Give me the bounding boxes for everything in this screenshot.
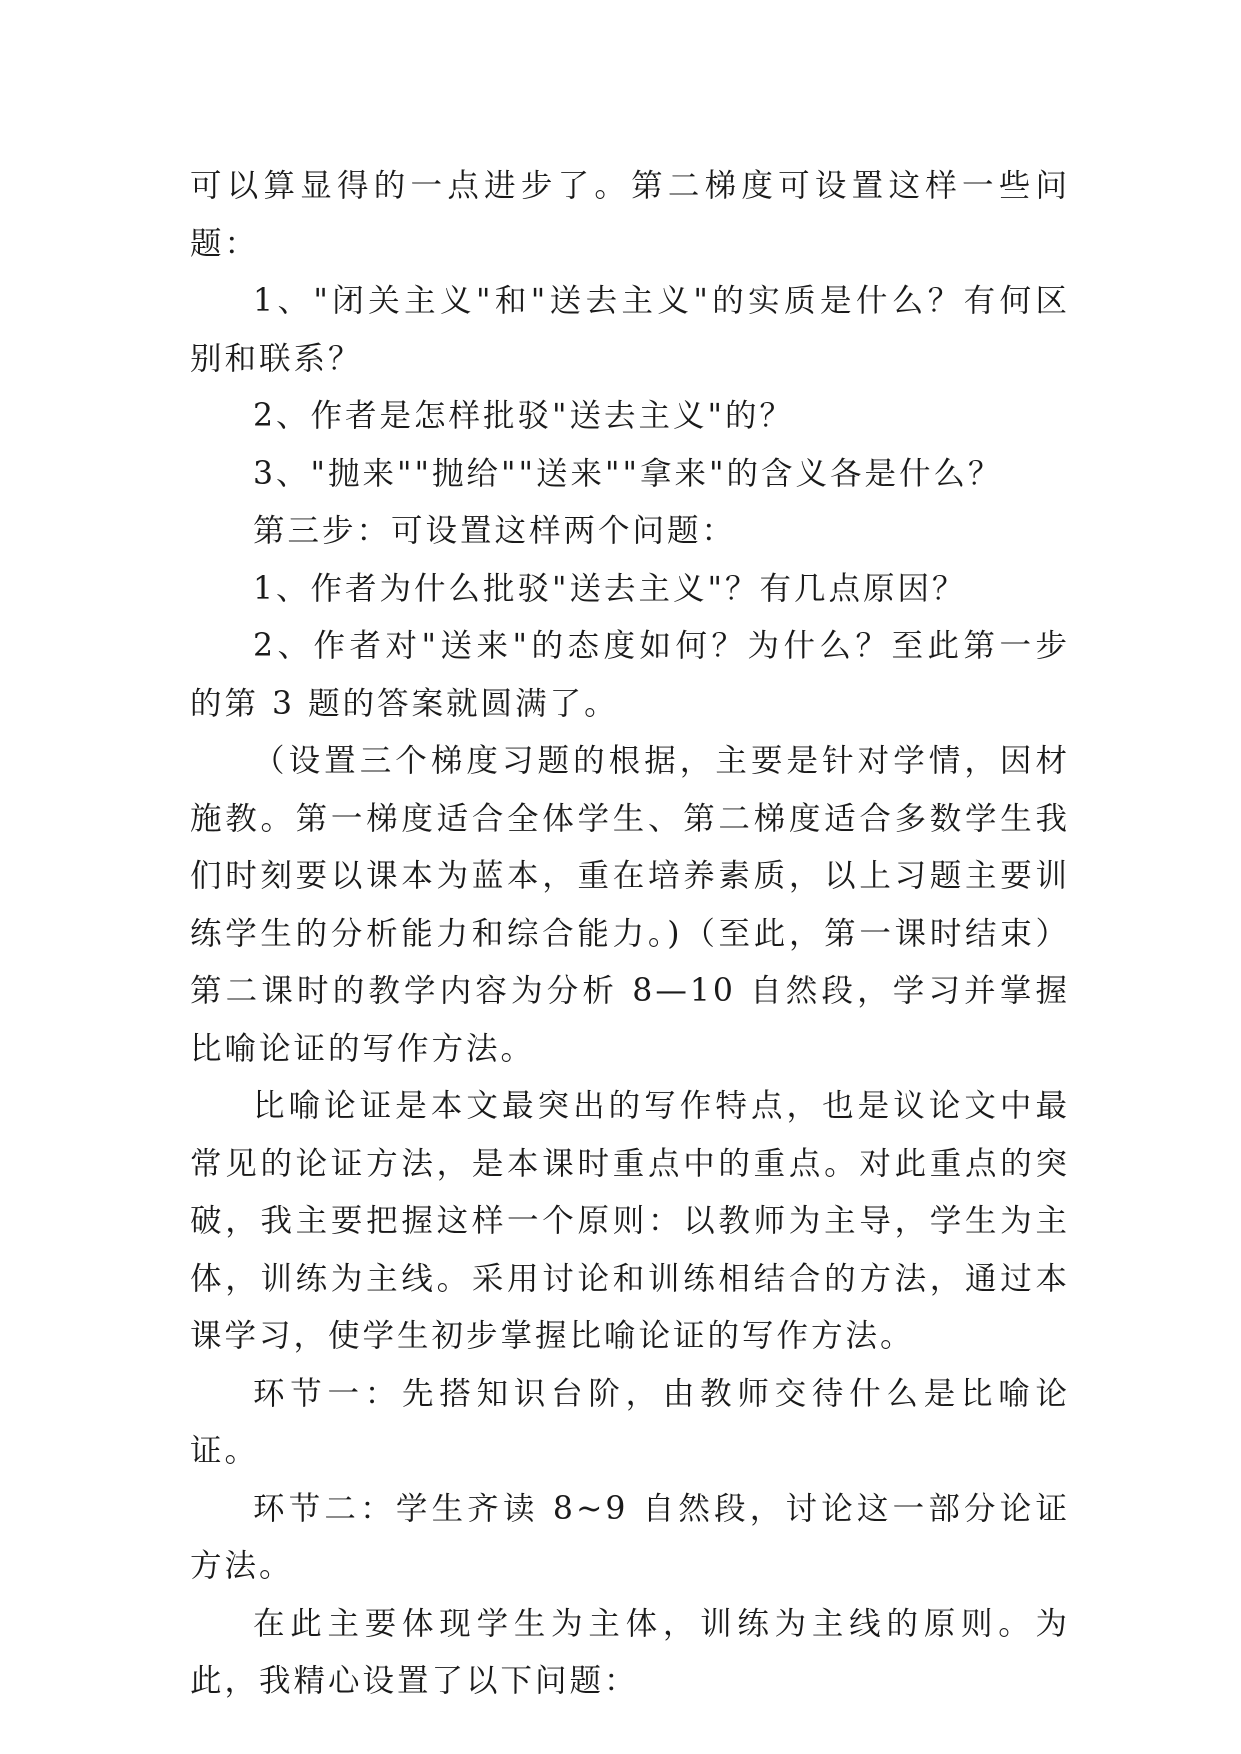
paragraph-11: 环节二：学生齐读 8~9 自然段，讨论这一部分论证方法。: [190, 1490, 1070, 1584]
body-text: [190, 158, 1070, 1711]
paragraph-8: （设置三个梯度习题的根据，主要是针对学情，因材施教。第一梯度适合全体学生、第二梯度适合多数学生我们时刻要以课本为蓝本，重在培养素质，以上习题主要训练学生的分析能力和综合能力。)（至此，第一课时结束）第二课时的教学内容为分析 8—10 自然段，学习并掌握比喻论证的写作方法。: [190, 743, 1070, 1067]
paragraph-2: 1、"闭关主义"和"送去主义"的实质是什么？有何区别和联系？: [190, 283, 1070, 377]
paragraph-1: 可以算显得的一点进步了。第二梯度可设置这样一些问题：: [190, 168, 1070, 262]
paragraph-5: 第三步：可设置这样两个问题：: [253, 513, 737, 549]
paragraph-3: 2、作者是怎样批驳"送去主义"的？: [253, 398, 795, 434]
paragraph-10: 环节一：先搭知识台阶，由教师交待什么是比喻论证。: [190, 1375, 1070, 1469]
paragraph-12: 在此主要体现学生为主体，训练为主线的原则。为此，我精心设置了以下问题：: [190, 1605, 1070, 1699]
paragraph-6: 1、作者为什么批驳"送去主义"？有几点原因？: [253, 570, 967, 607]
paragraph-7: 2、作者对"送来"的态度如何？为什么？至此第一步的第 3 题的答案就圆满了。: [190, 628, 1070, 722]
paragraph-9: 比喻论证是本文最突出的写作特点，也是议论文中最常见的论证方法，是本课时重点中的重点。对此重点的突破，我主要把握这样一个原则：以教师为主导，学生为主体，训练为主线。采用讨论和训练相结合的方法，通过本课学习，使学生初步掌握比喻论证的写作方法。: [190, 1088, 1070, 1354]
paragraph-4: 3、"抛来""抛给""送来""拿来"的含义各是什么？: [253, 455, 1003, 492]
